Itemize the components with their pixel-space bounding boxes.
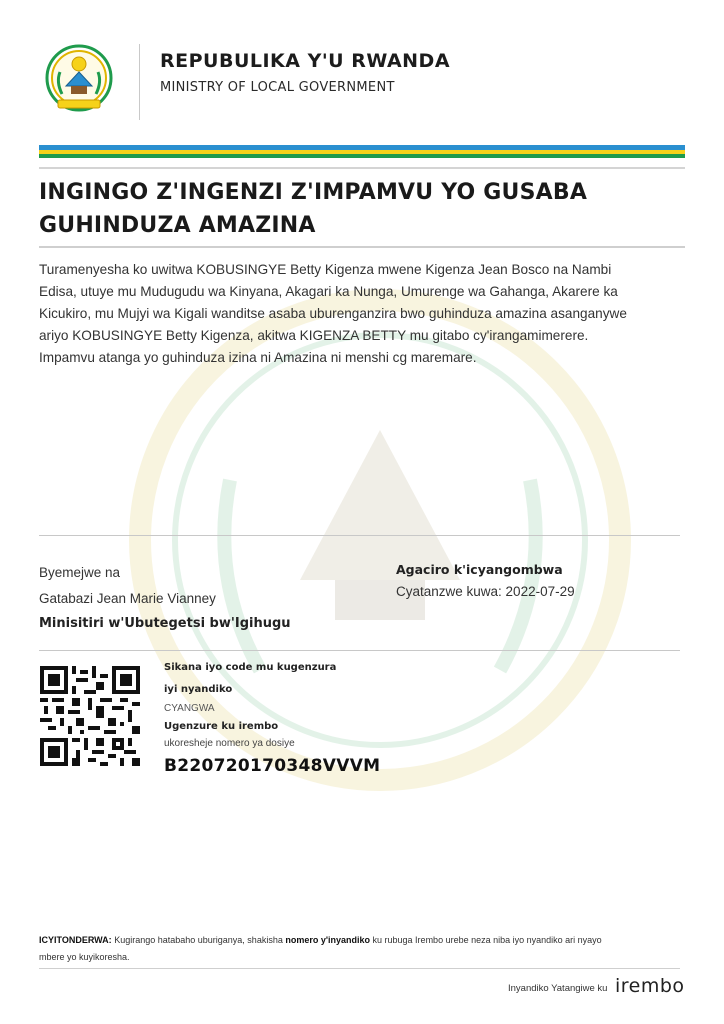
document-title-line1: INGINGO Z'INGENZI Z'IMPAMVU YO GUSABA [39,180,588,205]
body-line: Kicukiro, mu Mujyi wa Kigali wanditse asaba uburenganzira bwo guhinduza amazina asanganywe [39,306,627,321]
approved-by-label: Byemejwe na [39,565,121,580]
approver-name: Gatabazi Jean Marie Vianney [39,591,216,606]
notice-text: Kugirango hatabaho uburiganya, shakisha [114,935,283,945]
notice-emphasis: nomero y'inyandiko [285,935,371,945]
approver-office: Minisitiri w'Ubutegetsi bw'Igihugu [39,616,291,631]
fraud-notice [39,932,669,966]
title-bottom-rule [39,246,685,248]
notice-label: ICYITONDERWA: [39,935,112,945]
scan-instruction: Sikana iyo code mu kugenzura [164,662,337,673]
document-title [39,176,679,242]
flag-stripe-green [39,154,685,158]
section-divider [39,535,680,536]
notice-text: mbere yo kuyikoresha. [39,952,130,962]
verify-instruction: ukoresheje nomero ya dosiye [164,738,295,749]
qr-code[interactable] [40,666,140,766]
verify-on-irembo-label: Ugenzure ku irembo [164,721,279,732]
body-line: Impamvu atanga yo guhinduza izina ni Amazina ni menshi cg maremare. [39,350,477,365]
issued-on-label: Inyandiko Yatangiwe ku [508,983,608,994]
body-line: Turamenyesha ko uwitwa KOBUSINGYE Betty Kigenza mwene Kigenza Jean Bosco na Nambi [39,262,612,277]
header-divider [139,44,140,120]
body-line: Edisa, utuye mu Mudugudu wa Kinyana, Akagari ka Nunga, Umurenge wa Gahanga, Akarere ka [39,284,618,299]
issue-date: Cyatanzwe kuwa: 2022-07-29 [396,584,575,599]
section-divider [39,650,680,651]
ministry-name: MINISTRY OF LOCAL GOVERNMENT [160,80,395,95]
irembo-logo: irembo [615,975,685,997]
body-line: ariyo KOBUSINGYE Betty Kigenza, akitwa KIGENZA BETTY mu gitabo cy'irangamimerere. [39,328,589,343]
rwanda-coat-of-arms-emblem [44,42,114,120]
footer-divider [39,968,680,969]
or-separator: CYANGWA [164,703,215,714]
title-top-rule [39,167,685,169]
document-body [39,259,691,369]
document-title-line2: GUHINDUZA AMAZINA [39,213,316,238]
scan-instruction-cont: iyi nyandiko [164,684,233,695]
republic-name: REPUBULIKA Y'U RWANDA [160,50,451,72]
notice-text: ku rubuga Irembo urebe neza niba iyo nyandiko ari nyayo [372,935,602,945]
document-validity-label: Agaciro k'icyangombwa [396,562,563,577]
application-number: B220720170348VVVM [164,756,381,776]
